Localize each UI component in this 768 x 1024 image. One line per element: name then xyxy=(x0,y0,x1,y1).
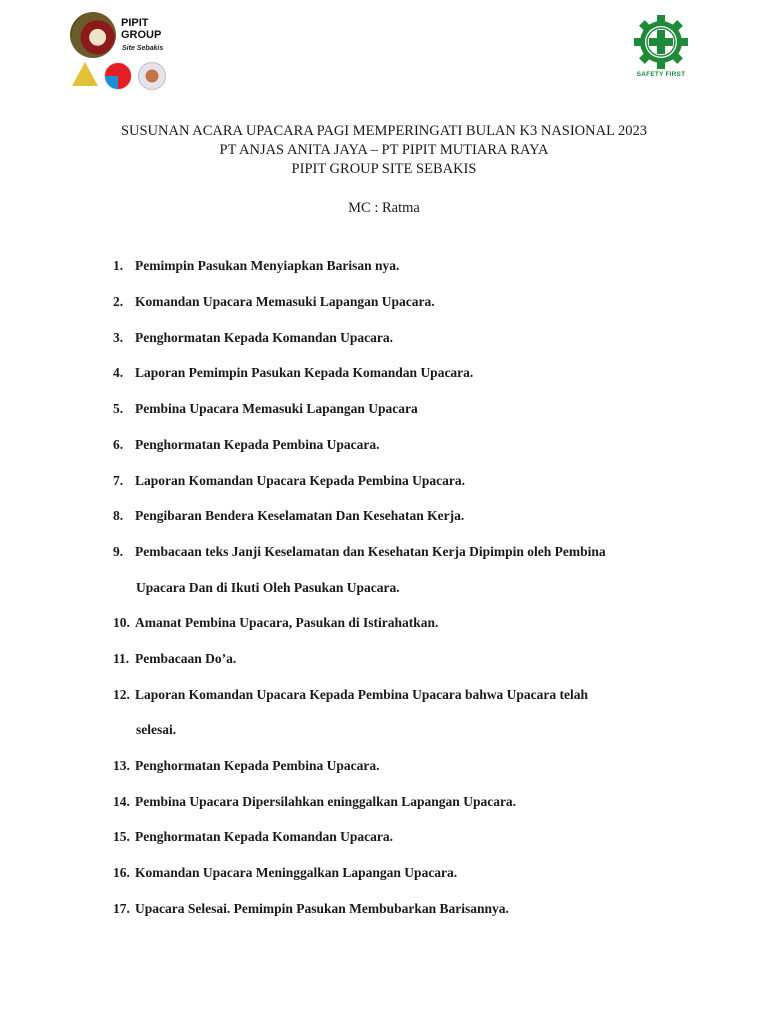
safety-first-logo xyxy=(628,14,694,84)
list-item: 14. Pembina Upacara Dipersilahkan eninggalkan Lapangan Upacara. xyxy=(113,794,517,809)
list-item: 12. Laporan Komandan Upacara Kepada Pembina Upacara bahwa Upacara telah xyxy=(113,687,589,702)
red-blue-circle-logo-icon xyxy=(104,62,132,90)
list-item: 17. Upacara Selesai. Pemimpin Pasukan Membubarkan Barisannya. xyxy=(113,901,509,916)
list-item: 15. Penghormatan Kepada Komandan Upacara. xyxy=(113,829,394,844)
list-item: 8. Pengibaran Bendera Keselamatan Dan Kesehatan Kerja. xyxy=(113,508,465,523)
title-line-3: PIPIT GROUP SITE SEBAKIS xyxy=(291,161,477,177)
list-item: 4. Laporan Pemimpin Pasukan Kepada Komandan Upacara. xyxy=(113,365,474,380)
brand-name: PIPIT GROUP xyxy=(121,17,162,41)
list-item-continuation: selesai. xyxy=(136,722,177,737)
site-name: Site Sebakis xyxy=(122,45,164,52)
partner-logos xyxy=(72,62,166,90)
triangle-emblem-icon xyxy=(72,62,98,86)
list-item: 7. Laporan Komandan Upacara Kepada Pembina Upacara. xyxy=(113,473,466,488)
list-item: 6. Penghormatan Kepada Pembina Upacara. xyxy=(113,437,380,452)
list-item: 1. Pemimpin Pasukan Menyiapkan Barisan nya. xyxy=(113,258,400,273)
pipit-globe-icon xyxy=(70,12,116,58)
list-item: 9. Pembacaan teks Janji Keselamatan dan Kesehatan Kerja Dipimpin oleh Pembina xyxy=(113,544,606,559)
list-item: 2. Komandan Upacara Memasuki Lapangan Upacara. xyxy=(113,294,435,309)
grey-circle-emblem-icon xyxy=(138,62,166,90)
title-line-1: SUSUNAN ACARA UPACARA PAGI MEMPERINGATI BULAN K3 NASIONAL 2023 xyxy=(120,123,648,139)
safety-gear-cross-icon xyxy=(633,14,689,70)
safety-first-label: SAFETY FIRST xyxy=(636,71,686,78)
mc-label: MC : Ratma xyxy=(348,200,420,216)
list-item: 11. Pembacaan Do’a. xyxy=(113,651,237,666)
pipit-group-logo xyxy=(70,12,180,90)
title-line-2: PT ANJAS ANITA JAYA – PT PIPIT MUTIARA RAYA xyxy=(219,142,549,158)
list-item: 16. Komandan Upacara Meninggalkan Lapangan Upacara. xyxy=(113,865,458,880)
list-item: 5. Pembina Upacara Memasuki Lapangan Upacara xyxy=(113,401,418,416)
document-title xyxy=(0,122,768,179)
list-item: 13. Penghormatan Kepada Pembina Upacara. xyxy=(113,758,380,773)
list-item-continuation: Upacara Dan di Ikuti Oleh Pasukan Upacara. xyxy=(136,580,400,595)
list-item: 10. Amanat Pembina Upacara, Pasukan di Istirahatkan. xyxy=(113,615,439,630)
list-item: 3. Penghormatan Kepada Komandan Upacara. xyxy=(113,330,394,345)
